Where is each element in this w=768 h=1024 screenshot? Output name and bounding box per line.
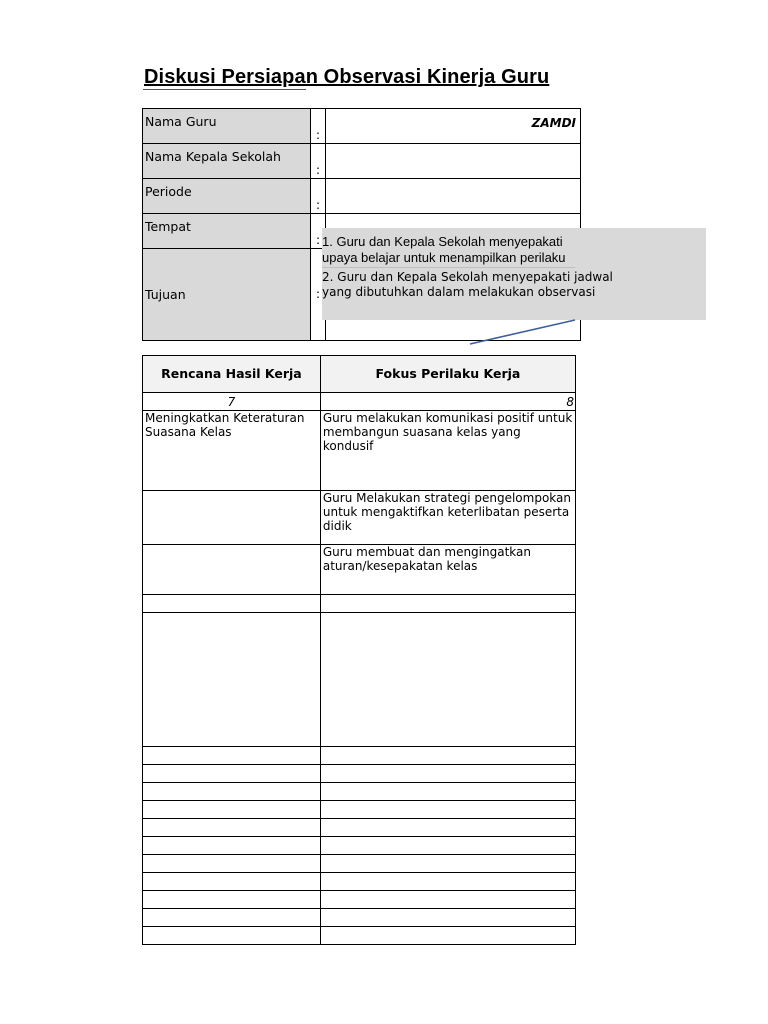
header-fokus-perilaku-kerja: Fokus Perilaku Kerja [320,356,575,393]
empty-cell[interactable] [143,819,321,837]
info-row-nama-guru [143,109,581,144]
column-number-row [143,393,576,411]
column-number: 7 [143,393,321,411]
table-row-empty [143,613,576,747]
column-number: 8 [320,393,575,411]
empty-cell[interactable] [320,801,575,819]
label-kepala-sekolah: Nama Kepala Sekolah [143,144,311,179]
table-row-empty [143,873,576,891]
empty-cell[interactable] [143,891,321,909]
nama-guru-value: ZAMDI [531,116,576,130]
table-row-empty [143,891,576,909]
table-row-empty [143,747,576,765]
label-tempat: Tempat [143,214,311,249]
empty-cell[interactable] [320,783,575,801]
table-row-empty [143,927,576,945]
empty-cell[interactable] [143,765,321,783]
empty-cell[interactable] [320,909,575,927]
empty-cell[interactable] [143,855,321,873]
table-row-empty [143,765,576,783]
table-row-empty [143,837,576,855]
empty-cell[interactable] [143,801,321,819]
info-row-kepala-sekolah [143,144,581,179]
table-header-row [143,356,576,393]
empty-cell[interactable] [320,765,575,783]
value-nama-guru[interactable] [326,109,581,144]
empty-cell[interactable] [320,873,575,891]
value-kepala-sekolah[interactable] [326,144,581,179]
table-row [143,411,576,491]
title-underline [143,89,306,90]
table-row-empty [143,801,576,819]
empty-cell[interactable] [143,747,321,765]
empty-cell[interactable] [320,819,575,837]
header-rencana-hasil-kerja: Rencana Hasil Kerja [143,356,321,393]
empty-cell[interactable] [143,783,321,801]
empty-cell[interactable] [143,873,321,891]
label-nama-guru: Nama Guru [143,109,311,144]
table-row [143,491,576,545]
rhk-cell[interactable] [143,545,321,595]
callout-divider [322,267,575,268]
table-row-empty [143,783,576,801]
empty-cell[interactable] [320,837,575,855]
empty-cell[interactable] [320,747,575,765]
fokus-cell[interactable]: Guru membuat dan mengingatkan aturan/kesepakatan kelas [320,545,575,595]
empty-cell[interactable] [143,613,321,747]
info-row-periode [143,179,581,214]
label-tujuan: Tujuan [143,249,311,341]
table-row-empty [143,819,576,837]
label-periode: Periode [143,179,311,214]
callout-line-4: yang dibutuhkan dalam melakukan observasi [322,285,596,299]
empty-cell[interactable] [320,927,575,945]
empty-cell[interactable] [143,837,321,855]
table-row-empty [143,855,576,873]
empty-cell[interactable] [320,613,575,747]
tujuan-callout [322,228,706,320]
empty-cell[interactable] [320,595,575,613]
callout-line-3: 2. Guru dan Kepala Sekolah menyepakati jadwal [322,270,613,284]
table-row-empty [143,595,576,613]
rhk-cell[interactable]: Meningkatkan Keteraturan Suasana Kelas [143,411,321,491]
fokus-cell[interactable]: Guru Melakukan strategi pengelompokan untuk mengaktifkan keterlibatan peserta didik [320,491,575,545]
value-periode[interactable] [326,179,581,214]
separator-colon: : [311,249,326,341]
page-title: Diskusi Persiapan Observasi Kinerja Guru [144,66,550,88]
empty-cell[interactable] [320,891,575,909]
callout-line-2: upaya belajar untuk menampilkan perilaku [322,250,566,265]
separator-colon: : [311,214,326,249]
table-row [143,545,576,595]
fokus-cell[interactable]: Guru melakukan komunikasi positif untuk membangun suasana kelas yang kondusif [320,411,575,491]
table-row-empty [143,909,576,927]
separator-colon: : [311,144,326,179]
empty-cell[interactable] [320,855,575,873]
rhk-cell[interactable] [143,491,321,545]
empty-cell[interactable] [143,927,321,945]
empty-cell[interactable] [143,909,321,927]
separator-colon: : [311,179,326,214]
empty-cell[interactable] [143,595,321,613]
separator-colon: : [311,109,326,144]
callout-item-1 [322,234,575,266]
callout-line-1: 1. Guru dan Kepala Sekolah menyepakati [322,234,563,249]
callout-item-2 [322,270,613,300]
observation-table [142,355,576,945]
